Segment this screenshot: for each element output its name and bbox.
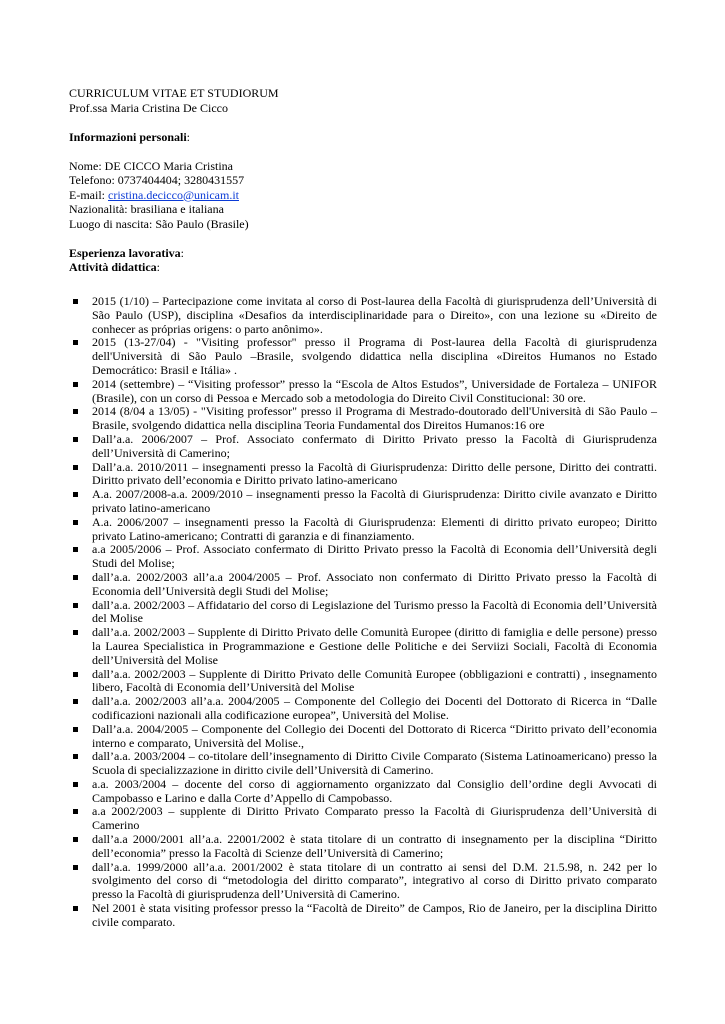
list-item-text: 2014 (settembre) – “Visiting professor” presso la “Escola de Altos Estudos”, Universidade de Fortaleza – UNIFOR (Brasile), con un corso di Pessoa e Mercado sob a metodologia do Direito Civil Constitucional: 30 ore. [92, 376, 657, 405]
bullet-icon [73, 520, 78, 525]
list-item [69, 599, 657, 627]
birthplace-line: Luogo di nascita: São Paulo (Brasile) [69, 216, 249, 231]
teaching-heading-text: Attività didattica [69, 260, 157, 274]
list-item [69, 336, 657, 377]
email-label: E-mail: [69, 187, 108, 202]
bullet-icon [73, 906, 78, 911]
bullet-icon [73, 672, 78, 677]
bullet-icon [73, 630, 78, 635]
phone-line: Telefono: 0737404404; 3280431557 [69, 173, 245, 187]
list-item-text: a.a. 2003/2004 – docente del corso di aggiornamento organizzato dal Consiglio dell’ordine degli Avvocati di Campobasso e Larino e dalla Corte d’Appello di Campobasso. [92, 776, 657, 805]
bullet-icon [73, 809, 78, 814]
work-experience-heading [69, 246, 669, 261]
document-subtitle: Prof.ssa Maria Cristina De Cicco [69, 100, 228, 115]
bullet-icon [73, 340, 78, 345]
list-item-text: Dall’a.a. 2006/2007 – Prof. Associato confermato di Diritto Privato presso la Facoltà di Giurisprudenza dell’Università di Camerino; [92, 431, 657, 460]
list-item-text: 2014 (8/04 a 13/05) - "Visiting professor" presso il Programa di Mestrado-doutorado dell'Università di São Paulo – Brasile, svolgendo didattica nella disciplina Teoria Fundamental dos Direitos Humanos:16 ore [92, 404, 657, 433]
work-experience-colon: : [180, 245, 184, 260]
list-item-text: 2015 (13-27/04) - "Visiting professor" presso il Programa di Post-laurea della Facoltà di giurisprudenza dell'Università di São Paulo –Brasile, svolgendo didattica nella disciplina «Direitos Humanos no Estado Democrático: Brasil e Itália» . [92, 335, 657, 377]
list-item [69, 543, 657, 571]
list-item [69, 750, 657, 778]
list-item [69, 805, 657, 833]
list-item [69, 516, 657, 544]
bullet-icon [73, 603, 78, 608]
list-item-text: dall’a.a. 2002/2003 – Supplente di Diritto Privato delle Comunità Europee (obbligazioni e contratti) , insegnamento libero, Facoltà di Economia dell’Università del Molise [92, 666, 657, 695]
list-item-text: A.a. 2007/2008-a.a. 2009/2010 – insegnamenti presso la Facoltà di Giurisprudenza: Diritto civile avanzato e Diritto privato latino-americano [92, 487, 657, 515]
document-title: CURRICULUM VITAE ET STUDIORUM [69, 86, 279, 100]
personal-info-heading [69, 130, 669, 145]
cv-header [69, 86, 669, 275]
bullet-icon [73, 492, 78, 497]
bullet-icon [73, 727, 78, 732]
teaching-heading [69, 260, 669, 275]
list-item [69, 571, 657, 599]
bullet-icon [73, 409, 78, 414]
bullet-icon [73, 754, 78, 759]
email-link[interactable]: cristina.decicco@unicam.it [108, 187, 239, 202]
list-item [69, 378, 657, 406]
list-item [69, 405, 657, 433]
list-item-text: Dall’a.a. 2010/2011 – insegnamenti presso la Facoltà di Giurisprudenza: Diritto delle persone, Diritto dei contratti. Diritto privato dell’economia e Diritto privato latino-americano [92, 459, 657, 488]
bullet-icon [73, 465, 78, 470]
bullet-icon [73, 299, 78, 304]
list-item-text: a.a 2002/2003 – supplente di Diritto Privato Comparato presso la Facoltà di Giurisprudenza dell’Università di Camerino [92, 804, 657, 833]
list-item [69, 902, 657, 930]
work-experience-heading-text: Esperienza lavorativa [69, 245, 181, 260]
list-item [69, 695, 657, 723]
list-item-text: dall’a.a 2000/2001 all’a.a. 22001/2002 è stata titolare di un contratto di insegnamento per la disciplina “Diritto dell’economia” presso la Facoltà di Scienze dell’Università di Camerino; [92, 832, 657, 860]
teaching-list [69, 295, 657, 930]
list-item [69, 833, 657, 861]
list-item [69, 488, 657, 516]
list-item [69, 433, 657, 461]
list-item [69, 295, 657, 336]
bullet-icon [73, 782, 78, 787]
list-item-text: dall’a.a. 2002/2003 – Supplente di Diritto Privato delle Comunità Europee (diritto di famiglia e delle persone) presso la Laurea Specialistica in Programmazione e Gestione delle Politiche e dei Serviizi Sociali, Facoltà di Economia dell’Università del Molise [92, 625, 657, 667]
personal-info-heading-text: Informazioni personali [69, 129, 187, 144]
personal-info-colon: : [186, 129, 191, 144]
bullet-icon [73, 547, 78, 552]
bullet-icon [73, 437, 78, 442]
list-item-text: 2015 (1/10) – Partecipazione come invitata al corso di Post-laurea della Facoltà di giurisprudenza dell’Università di São Paulo (USP), disciplina «Desafios da interdisciplinaridade para o Direito», con una lezione su «Direito de conhecer as próprias origens: o parto anônimo». [92, 294, 657, 336]
list-item-text: a.a 2005/2006 – Prof. Associato confermato di Diritto Privato presso la Facoltà di Economia dell’Università degli Studi del Molise; [92, 542, 657, 571]
teaching-colon: : [156, 260, 160, 274]
name-line: Nome: DE CICCO Maria Cristina [69, 158, 233, 173]
list-item-text: A.a. 2006/2007 – insegnamenti presso la Facoltà di Giurisprudenza: Elementi di diritto privato europeo; Diritto privato Latino-americano; Contratti di garanzia e di finanziamento. [92, 514, 657, 543]
list-item [69, 626, 657, 667]
bullet-icon [73, 865, 78, 870]
list-item [69, 461, 657, 489]
list-item-text: Nel 2001 è stata visiting professor presso la “Facoltà de Direito” de Campos, Rio de Janeiro, per la disciplina Diritto civile comparato. [92, 901, 657, 929]
list-item [69, 723, 657, 751]
list-item-text: dall’a.a. 2003/2004 – co-titolare dell’insegnamento di Diritto Civile Comparato (Sistema Latinoamericano) presso la Scuola di specializzazione in diritto civile dell’Università di Camerino. [92, 749, 657, 778]
bullet-icon [73, 837, 78, 842]
list-item [69, 778, 657, 806]
bullet-icon [73, 699, 78, 704]
list-item [69, 861, 657, 902]
list-item-text: Dall’a.a. 2004/2005 – Componente del Collegio dei Docenti del Dottorato di Ricerca “Diritto privato dell’economia interno e comparato, Università del Molise., [92, 721, 657, 750]
nationality-line: Nazionalità: brasiliana e italiana [69, 202, 224, 216]
list-item-text: dall’a.a. 2002/2003 all’a.a. 2004/2005 – Componente del Collegio dei Docenti del Dottorato di Ricerca in “Dalle codificazioni nazionali alla codificazione europea”, Università del Molise. [92, 694, 657, 722]
list-item-text: dall’a.a. 2002/2003 – Affidatario del corso di Legislazione del Turismo presso la Facoltà di Economia dell’Università del Molise [92, 597, 657, 626]
list-item-text: dall’a.a. 1999/2000 all’a.a. 2001/2002 è stata titolare di un contratto ai sensi del D.M. 21.5.98, n. 242 per lo svolgimento del corso di “metodologia del diritto comparato”, integrativo al corso di Diritto privato comparato presso la Facoltà di giurisprudenza dell’Università di Camerino. [92, 859, 657, 902]
list-item-text: dall’a.a. 2002/2003 all’a.a 2004/2005 – Prof. Associato non confermato di Diritto Privato presso la Facoltà di Economia dell’Università degli Studi del Molise; [92, 569, 657, 598]
bullet-icon [73, 382, 78, 387]
email-line [69, 188, 669, 203]
list-item [69, 668, 657, 696]
bullet-icon [73, 575, 78, 580]
